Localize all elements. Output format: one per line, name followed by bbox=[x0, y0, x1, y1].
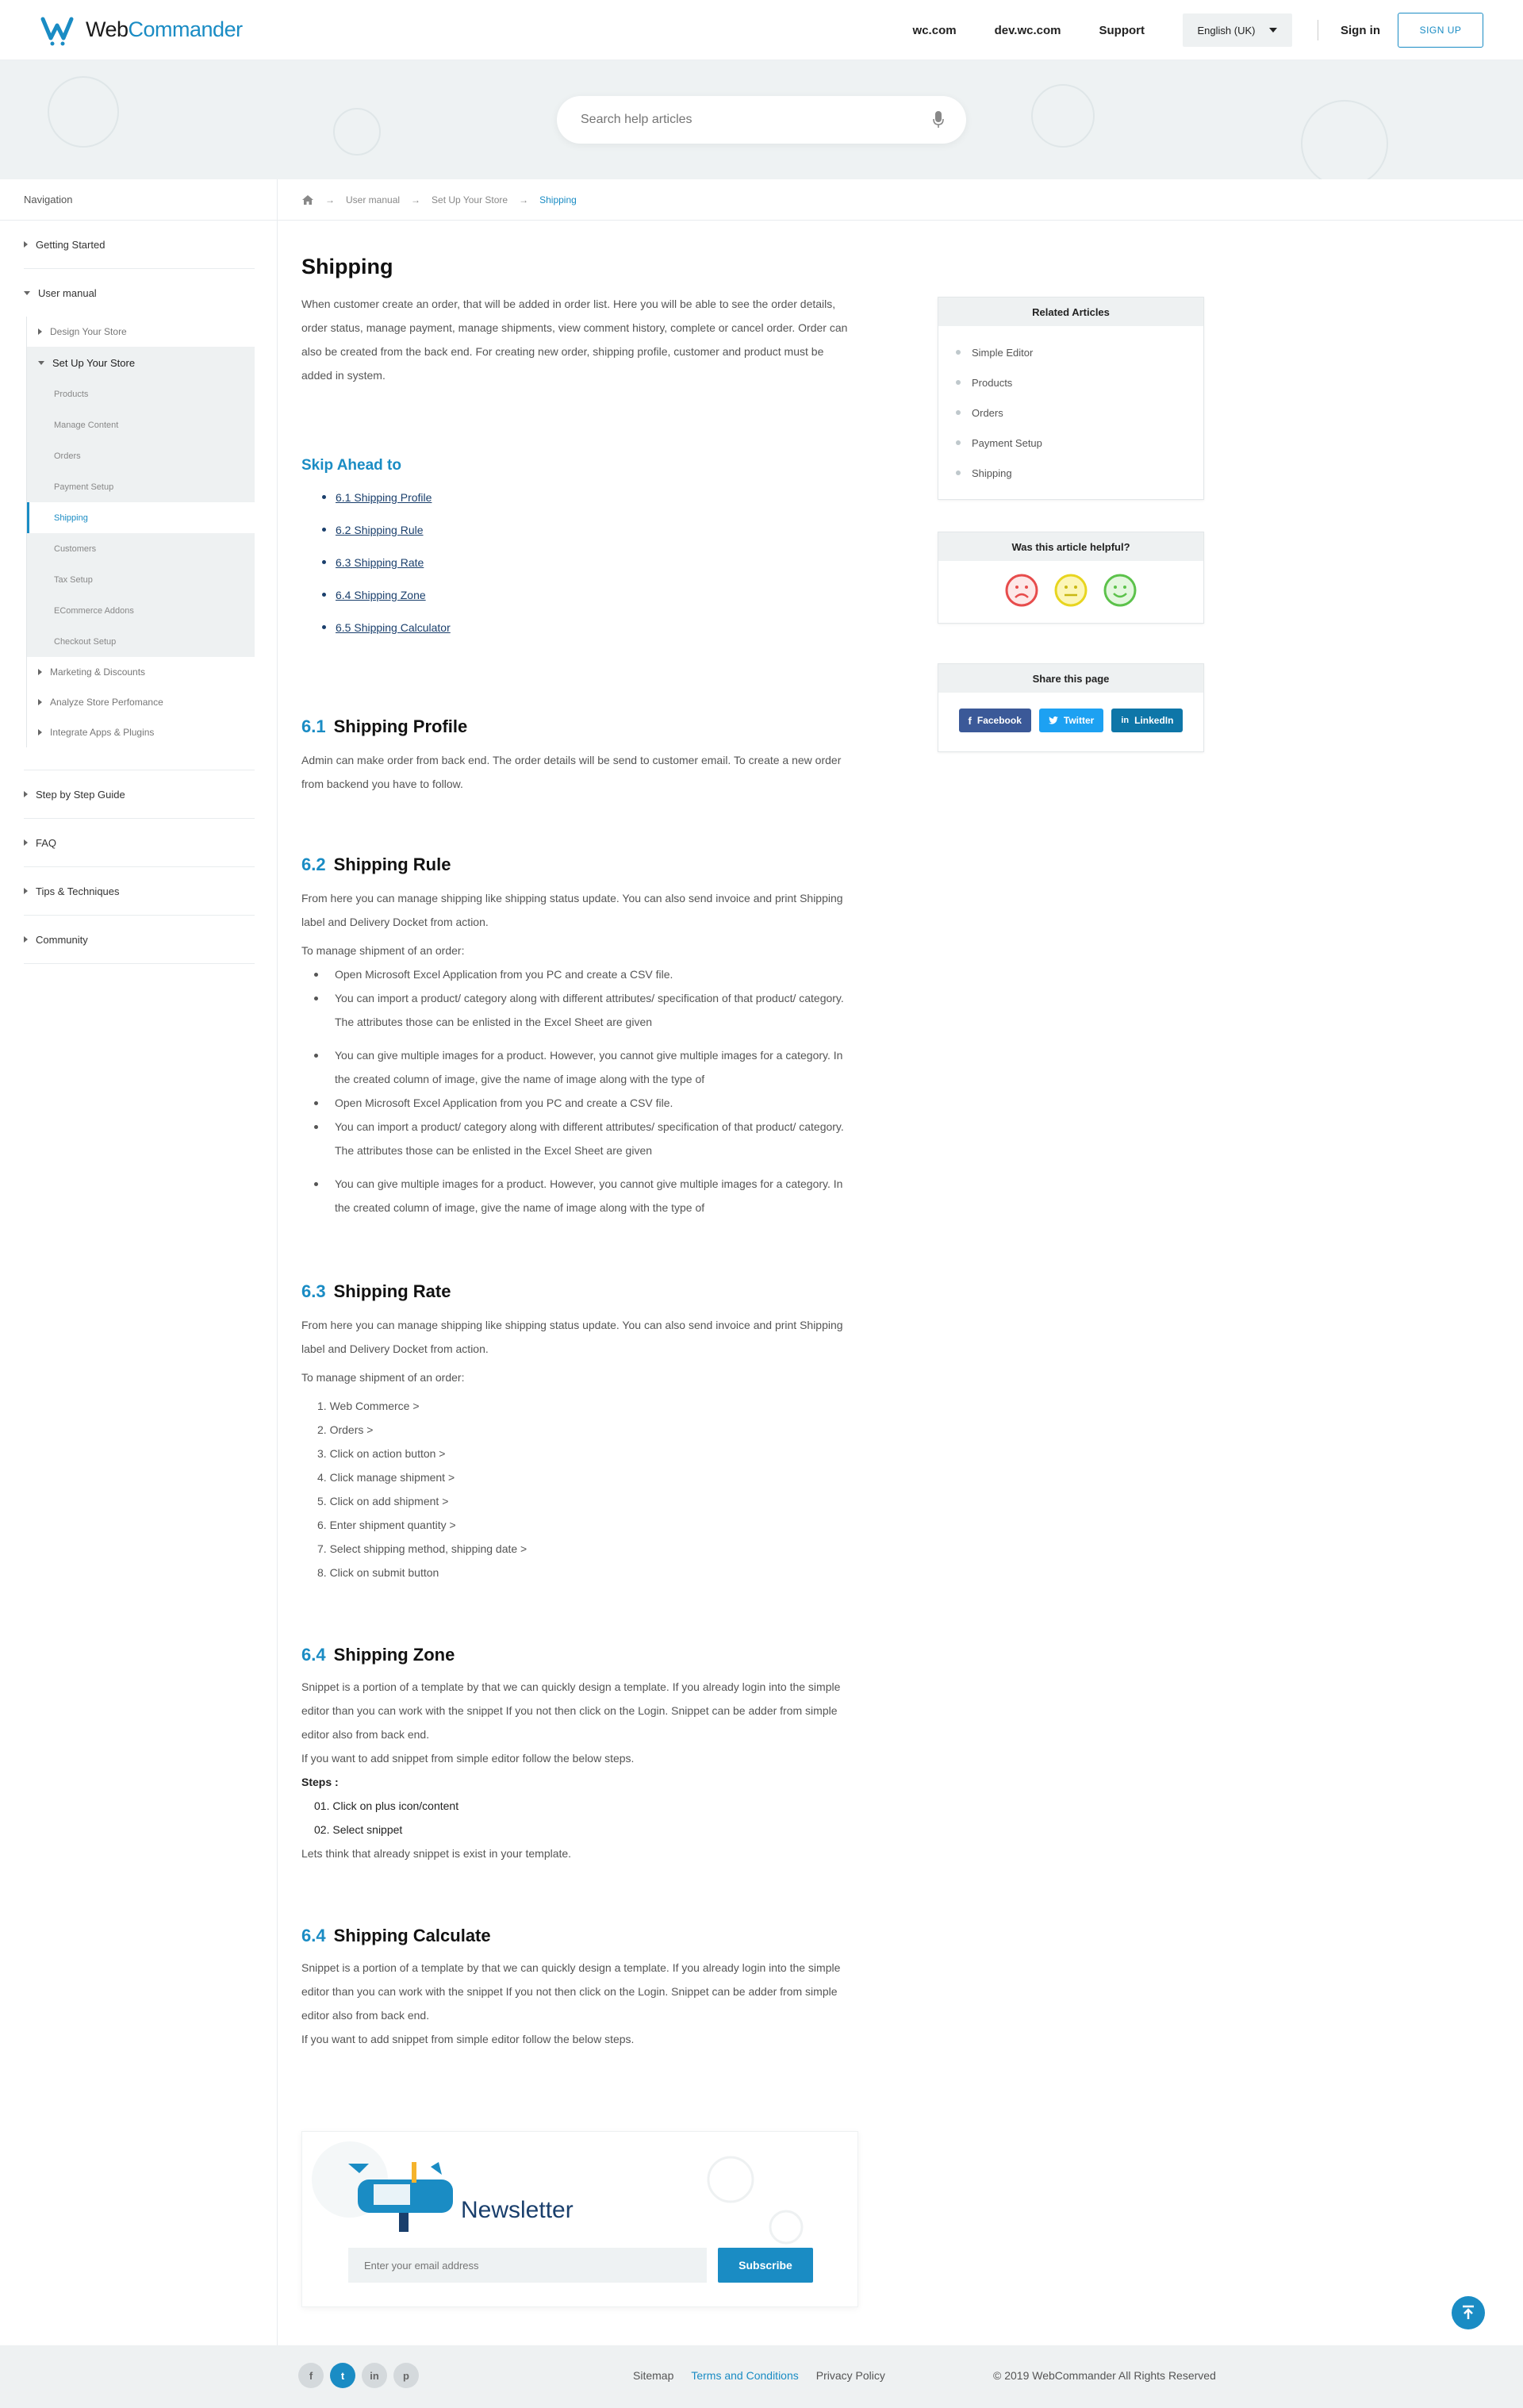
sidebar-item-label: FAQ bbox=[36, 836, 57, 849]
main-content bbox=[278, 179, 1523, 2272]
sidebar-item-label: Set Up Your Store bbox=[52, 356, 136, 369]
widget-title: Was this article helpful? bbox=[938, 532, 1203, 561]
sidebar-group bbox=[24, 269, 255, 770]
section-title bbox=[301, 855, 857, 875]
sidebar-item-ecommerce-addons[interactable]: ECommerce Addons bbox=[54, 605, 134, 616]
section-text: From here you can manage shipping like shipping status update. You can also send invoice and print Shipping label and Delivery Docket from action. bbox=[301, 892, 843, 928]
footer-link-privacy[interactable]: Privacy Policy bbox=[815, 2369, 885, 2382]
caret-right-icon bbox=[24, 839, 28, 846]
list-item bbox=[322, 611, 857, 643]
search-hero bbox=[0, 60, 1523, 179]
share-buttons bbox=[938, 693, 1203, 751]
caret-right-icon bbox=[38, 669, 42, 675]
article bbox=[301, 255, 857, 2051]
section-title bbox=[301, 1645, 857, 1665]
footer-links bbox=[633, 2369, 885, 2382]
decor-shape bbox=[1301, 100, 1388, 179]
happy-face-icon[interactable] bbox=[1103, 574, 1137, 607]
caret-right-icon bbox=[24, 936, 28, 943]
signin-link[interactable]: Sign in bbox=[1341, 23, 1380, 37]
caret-down-icon bbox=[38, 361, 44, 365]
copyright: © 2019 WebCommander All Rights Reserved bbox=[993, 2369, 1216, 2382]
sidebar-item-integrate[interactable] bbox=[27, 717, 255, 747]
list-item bbox=[322, 513, 857, 546]
sidebar-item-manage-content[interactable]: Manage Content bbox=[54, 420, 119, 430]
share-facebook-button[interactable] bbox=[959, 709, 1031, 732]
section-number: 6.1 bbox=[301, 716, 326, 736]
sidebar-group bbox=[24, 916, 255, 964]
list-item: 01. Click on plus icon/content bbox=[314, 1799, 459, 1812]
widget-title: Related Articles bbox=[938, 298, 1203, 326]
caret-right-icon bbox=[38, 729, 42, 735]
section-text: If you want to add snippet from simple editor follow the below steps. bbox=[301, 1752, 635, 1765]
sidebar-item-customers[interactable]: Customers bbox=[54, 543, 97, 554]
scroll-to-top-button[interactable] bbox=[1452, 2296, 1485, 2329]
sidebar bbox=[0, 179, 278, 2345]
share-label: Twitter bbox=[1063, 715, 1095, 726]
sidebar-item-label: Step by Step Guide bbox=[36, 788, 125, 801]
list-item: 5. Click on add shipment > bbox=[317, 1495, 449, 1507]
sidebar-item-getting-started[interactable] bbox=[24, 221, 255, 268]
list-item: You can import a product/ category along with different attributes/ specification of that product/ category. The attributes those can be enlisted in the Excel Sheet are given bbox=[314, 1115, 857, 1162]
share-twitter-button[interactable] bbox=[1039, 709, 1103, 732]
footer-social bbox=[298, 2363, 419, 2388]
arrow-up-icon bbox=[1461, 2305, 1475, 2321]
section-text: Snippet is a portion of a template by that we can quickly design a template. If you already login into the simple editor than you can work with the snippet If you not then click on the Login. Snippet can be adder from simple editor also from back end. bbox=[301, 1680, 841, 1741]
steps-list bbox=[301, 1794, 857, 1842]
list-item: You can import a product/ category along with different attributes/ specification of that product/ category. The attributes those can be enlisted in the Excel Sheet are given bbox=[314, 986, 857, 1034]
caret-right-icon bbox=[38, 699, 42, 705]
share-widget bbox=[938, 663, 1204, 752]
newsletter-box bbox=[301, 2131, 858, 2307]
setup-store-block bbox=[27, 347, 255, 657]
microphone-icon[interactable] bbox=[933, 111, 944, 129]
sidebar-item-step-guide[interactable] bbox=[24, 770, 255, 818]
arrow-right-icon: → bbox=[411, 194, 421, 205]
twitter-icon bbox=[1049, 716, 1058, 724]
section-lead: To manage shipment of an order: bbox=[301, 944, 465, 957]
home-icon[interactable] bbox=[301, 194, 314, 205]
nav-link-support[interactable]: Support bbox=[1099, 23, 1145, 37]
sidebar-item-label: Integrate Apps & Plugins bbox=[50, 727, 155, 738]
list-item: 1. Web Commerce > bbox=[317, 1400, 420, 1412]
caret-right-icon bbox=[24, 888, 28, 894]
list-item: You can give multiple images for a product. However, you cannot give multiple images for a category. In the created column of image, give the name of image along with the type of bbox=[314, 1043, 857, 1091]
section-text: If you want to add snippet from simple editor follow the below steps. bbox=[301, 2033, 635, 2045]
related-link[interactable]: Orders bbox=[956, 397, 1203, 428]
neutral-face-icon[interactable] bbox=[1054, 574, 1088, 607]
share-label: LinkedIn bbox=[1134, 715, 1174, 726]
section-number: 6.4 bbox=[301, 1926, 326, 1945]
list-item: Open Microsoft Excel Application from you PC and create a CSV file. bbox=[314, 1091, 857, 1115]
list-item: 4. Click manage shipment > bbox=[317, 1471, 455, 1484]
section-heading: Shipping Rule bbox=[333, 855, 451, 874]
decor-shape bbox=[333, 108, 381, 156]
sidebar-item-marketing[interactable] bbox=[27, 657, 255, 687]
linkedin-icon[interactable]: in bbox=[362, 2363, 387, 2388]
share-label: Facebook bbox=[976, 715, 1022, 726]
nav-link-dev[interactable]: dev.wc.com bbox=[994, 23, 1061, 37]
logo-icon bbox=[40, 14, 82, 46]
skip-link[interactable]: 6.2 Shipping Rule bbox=[336, 523, 424, 536]
sidebar-item-label: Analyze Store Perfomance bbox=[50, 697, 163, 708]
sidebar-item-products[interactable]: Products bbox=[54, 389, 89, 399]
sidebar-title: Navigation bbox=[0, 179, 277, 221]
list-item: Open Microsoft Excel Application from you PC and create a CSV file. bbox=[314, 962, 857, 986]
decor-shape bbox=[48, 76, 119, 148]
footer bbox=[0, 2345, 1523, 2408]
related-link[interactable]: Simple Editor bbox=[956, 337, 1203, 367]
subscribe-button[interactable]: Subscribe bbox=[718, 2248, 813, 2283]
caret-down-icon bbox=[1269, 28, 1277, 33]
related-articles-widget bbox=[938, 297, 1204, 500]
section-number: 6.3 bbox=[301, 1281, 326, 1301]
section-heading: Shipping Rate bbox=[333, 1281, 451, 1301]
facebook-icon: f bbox=[968, 714, 972, 727]
top-header bbox=[0, 0, 1523, 60]
sidebar-group bbox=[24, 867, 255, 916]
search-input[interactable] bbox=[581, 113, 933, 127]
list-item: 02. Select snippet bbox=[314, 1823, 403, 1836]
section-title bbox=[301, 1281, 857, 1302]
facebook-icon[interactable]: f bbox=[298, 2363, 324, 2388]
page-title: Shipping bbox=[301, 255, 393, 278]
sidebar-item-label: Community bbox=[36, 933, 88, 946]
language-label: English (UK) bbox=[1197, 24, 1256, 36]
arrow-right-icon: → bbox=[325, 194, 335, 205]
related-link[interactable]: Products bbox=[956, 367, 1203, 397]
list-item: 6. Enter shipment quantity > bbox=[317, 1519, 456, 1531]
list-item bbox=[322, 481, 857, 513]
skip-link[interactable]: 6.4 Shipping Zone bbox=[336, 588, 426, 601]
bullet-list bbox=[301, 962, 857, 1219]
nav-link-wc[interactable]: wc.com bbox=[912, 23, 957, 37]
related-list bbox=[938, 326, 1203, 499]
sidebar-item-label: Tips & Techniques bbox=[36, 885, 120, 897]
section-text: From here you can manage shipping like shipping status update. You can also send invoice and print Shipping label and Delivery Docket from action. bbox=[301, 1319, 843, 1355]
section-text: Lets think that already snippet is exist in your template. bbox=[301, 1847, 572, 1860]
breadcrumb-item[interactable]: User manual bbox=[346, 194, 401, 205]
header-nav bbox=[913, 13, 1483, 48]
newsletter-email-input[interactable] bbox=[348, 2248, 707, 2283]
skip-link[interactable]: 6.5 Shipping Calculator bbox=[336, 620, 451, 634]
section-text: Snippet is a portion of a template by that we can quickly design a template. If you already login into the simple editor than you can work with the snippet If you not then click on the Login. Snippet can be adder from simple editor also from back end. bbox=[301, 1961, 841, 2022]
section-heading: Shipping Zone bbox=[333, 1645, 455, 1665]
section-title bbox=[301, 1926, 857, 1946]
share-linkedin-button[interactable] bbox=[1111, 709, 1183, 732]
sidebar-item-shipping[interactable]: Shipping bbox=[27, 502, 255, 533]
list-item: 8. Click on submit button bbox=[317, 1566, 439, 1579]
footer-link-terms[interactable]: Terms and Conditions bbox=[691, 2369, 799, 2382]
section-heading: Shipping Profile bbox=[333, 716, 468, 736]
rating-faces bbox=[938, 561, 1203, 623]
list-item: You can give multiple images for a product. However, you cannot give multiple images for a category. In the created column of image, give the name of image along with the type of bbox=[314, 1172, 857, 1219]
skip-ahead-title: Skip Ahead to bbox=[301, 457, 401, 474]
sidebar-item-user-manual[interactable] bbox=[24, 269, 255, 317]
related-link[interactable]: Payment Setup bbox=[956, 428, 1203, 458]
sidebar-item-label: Getting Started bbox=[36, 238, 105, 251]
caret-right-icon bbox=[38, 328, 42, 335]
footer-link-sitemap[interactable]: Sitemap bbox=[633, 2369, 674, 2382]
sad-face-icon[interactable] bbox=[1005, 574, 1038, 607]
sidebar-group bbox=[24, 770, 255, 819]
caret-down-icon bbox=[24, 291, 30, 295]
breadcrumb-item[interactable]: Set Up Your Store bbox=[432, 194, 508, 205]
steps-label: Steps : bbox=[301, 1776, 339, 1788]
list-item: 3. Click on action button > bbox=[317, 1447, 446, 1460]
twitter-icon[interactable]: t bbox=[330, 2363, 355, 2388]
sidebar-item-faq[interactable] bbox=[24, 819, 255, 866]
linkedin-icon: in bbox=[1121, 716, 1130, 725]
sidebar-group bbox=[24, 221, 255, 269]
decor-shape bbox=[1031, 84, 1095, 148]
user-manual-subtree bbox=[26, 317, 255, 747]
language-select[interactable] bbox=[1183, 13, 1292, 47]
sidebar-item-setup-store[interactable] bbox=[27, 347, 255, 378]
logo-text: WebCommander bbox=[86, 17, 243, 41]
section-lead: To manage shipment of an order: bbox=[301, 1371, 465, 1384]
sidebar-item-label: Design Your Store bbox=[50, 326, 127, 337]
signup-button[interactable]: SIGN UP bbox=[1398, 13, 1483, 48]
caret-right-icon bbox=[24, 791, 28, 797]
helpful-widget bbox=[938, 532, 1204, 624]
list-item bbox=[322, 546, 857, 578]
list-item: 2. Orders > bbox=[317, 1423, 374, 1436]
sidebar-item-orders[interactable]: Orders bbox=[54, 451, 81, 461]
intro-text: When customer create an order, that will be added in order list. Here you will be able to see the order details, order status, manage payment, manage shipments, view comment history, complete or cancel order. Order can also be created from the back end. For creating new order, shipping profile, customer and product must be added in system. bbox=[301, 298, 848, 382]
newsletter-title: Newsletter bbox=[461, 2197, 574, 2223]
section-heading: Shipping Calculate bbox=[333, 1926, 491, 1945]
skip-link[interactable]: 6.3 Shipping Rate bbox=[336, 555, 424, 569]
list-item bbox=[322, 578, 857, 611]
skip-link[interactable]: 6.1 Shipping Profile bbox=[336, 490, 432, 504]
sidebar-item-community[interactable] bbox=[24, 916, 255, 963]
sidebar-item-label: Marketing & Discounts bbox=[50, 666, 146, 678]
caret-right-icon bbox=[24, 241, 28, 248]
search-bar bbox=[557, 96, 966, 144]
arrow-right-icon: → bbox=[519, 194, 529, 205]
related-link[interactable]: Shipping bbox=[956, 458, 1203, 488]
sidebar-item-design-store[interactable] bbox=[27, 317, 255, 347]
list-item: 7. Select shipping method, shipping date > bbox=[317, 1542, 527, 1555]
section-text: Admin can make order from back end. The order details will be send to customer email. To create a new order from backend you have to follow. bbox=[301, 754, 842, 790]
sidebar-item-tax-setup[interactable]: Tax Setup bbox=[54, 574, 93, 585]
steps-list bbox=[301, 1394, 857, 1584]
widget-title: Share this page bbox=[938, 664, 1203, 693]
section-number: 6.4 bbox=[301, 1645, 326, 1665]
sidebar-item-tips[interactable] bbox=[24, 867, 255, 915]
logo[interactable] bbox=[40, 14, 243, 46]
breadcrumb bbox=[278, 179, 1523, 221]
skip-ahead-list bbox=[301, 481, 857, 643]
sidebar-item-analyze[interactable] bbox=[27, 687, 255, 717]
breadcrumb-current: Shipping bbox=[539, 194, 577, 205]
section-number: 6.2 bbox=[301, 855, 326, 874]
sidebar-group bbox=[24, 819, 255, 867]
pinterest-icon[interactable]: p bbox=[393, 2363, 419, 2388]
sidebar-item-payment-setup[interactable]: Payment Setup bbox=[54, 482, 114, 492]
sidebar-item-checkout-setup[interactable]: Checkout Setup bbox=[54, 636, 117, 647]
section-title bbox=[301, 716, 857, 737]
sidebar-item-label: User manual bbox=[38, 286, 97, 299]
